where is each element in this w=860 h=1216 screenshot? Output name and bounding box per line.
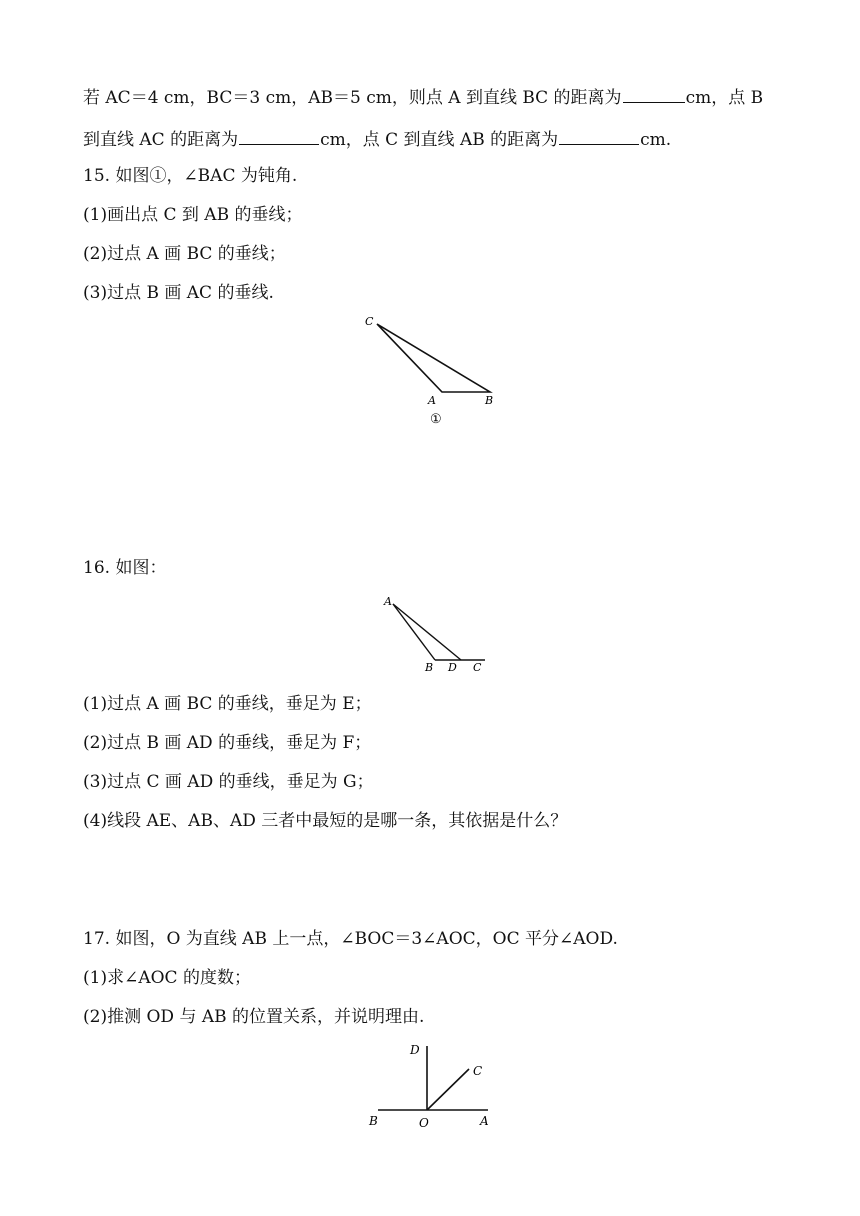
- triangle-abc: [377, 324, 490, 392]
- answer-blank-3[interactable]: [559, 126, 639, 145]
- segment-ab: [393, 604, 435, 660]
- q15-title: 15. 如图①，∠BAC 为钝角.: [83, 166, 298, 186]
- label-c: C: [473, 661, 482, 674]
- q14-text-2a: 到直线 AC 的距离为: [83, 130, 239, 150]
- label-a: A: [428, 394, 436, 407]
- q14-line-1: [83, 84, 820, 109]
- q16-diagram: [375, 592, 495, 674]
- label-b: B: [425, 661, 434, 674]
- segment-ad: [393, 604, 461, 660]
- q16-item-4: (4)线段 AE、AB、AD 三者中最短的是哪一条，其依据是什么？: [83, 811, 568, 831]
- answer-blank-1[interactable]: [623, 84, 685, 103]
- q14-text-1a: 若 AC＝4 cm，BC＝3 cm，AB＝5 cm，则点 A 到直线 BC 的距离为: [83, 88, 622, 108]
- ray-oc: [427, 1069, 469, 1110]
- label-c: C: [473, 1064, 483, 1078]
- q15-item-1: (1)画出点 C 到 AB 的垂线；: [83, 205, 303, 225]
- q14-text-1b: cm，点 B: [685, 88, 764, 108]
- q14-text-2b: cm，点 C 到直线 AB 的距离为: [320, 130, 559, 150]
- label-b: B: [485, 394, 494, 407]
- label-o: O: [419, 1116, 429, 1130]
- q17-item-1: (1)求∠AOC 的度数；: [83, 968, 251, 988]
- label-b: B: [369, 1114, 378, 1128]
- q17-item-2: (2)推测 OD 与 AB 的位置关系，并说明理由.: [83, 1007, 425, 1027]
- figure-caption: ①: [430, 412, 442, 427]
- q15-item-3: (3)过点 B 画 AC 的垂线.: [83, 283, 274, 303]
- q16-item-3: (3)过点 C 画 AD 的垂线，垂足为 G；: [83, 772, 374, 792]
- q15-figure: [355, 310, 515, 430]
- answer-blank-2[interactable]: [239, 126, 319, 145]
- label-a: A: [480, 1114, 489, 1128]
- q17-angle-diagram: [360, 1036, 500, 1136]
- q16-title: 16. 如图：: [83, 558, 167, 578]
- q15-triangle-diagram: [355, 310, 515, 430]
- q16-item-1: (1)过点 A 画 BC 的垂线，垂足为 E；: [83, 694, 372, 714]
- label-d: D: [410, 1043, 420, 1057]
- q14-line-2: [83, 126, 820, 151]
- q16-item-2: (2)过点 B 画 AD 的垂线，垂足为 F；: [83, 733, 372, 753]
- q17-title: 17. 如图，O 为直线 AB 上一点，∠BOC＝3∠AOC，OC 平分∠AOD.: [83, 929, 618, 949]
- q16-figure: [375, 592, 495, 674]
- q15-item-2: (2)过点 A 画 BC 的垂线；: [83, 244, 286, 264]
- label-d: D: [448, 661, 457, 674]
- label-a: A: [384, 595, 392, 608]
- label-c: C: [365, 315, 374, 328]
- q14-text-2c: cm.: [640, 130, 672, 150]
- q17-figure: [360, 1036, 500, 1136]
